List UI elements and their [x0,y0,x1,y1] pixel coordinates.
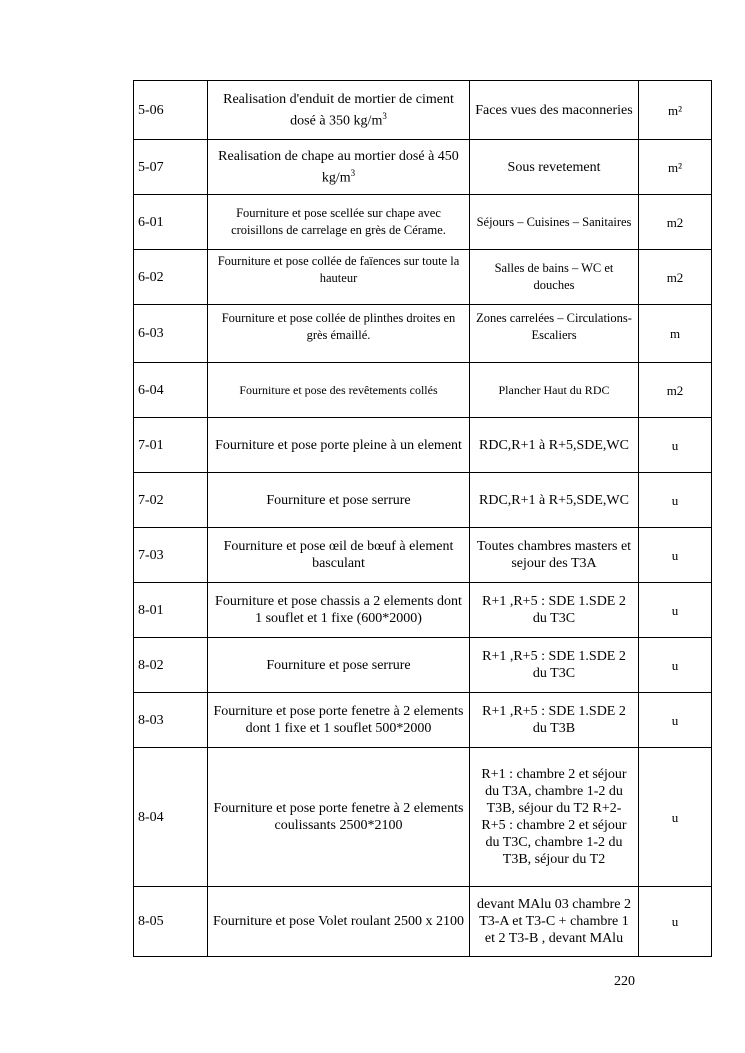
item-unit: u [639,748,712,887]
table-row [134,250,712,305]
item-description: Fourniture et pose chassis a 2 elements dont 1 souflet et 1 fixe (600*2000) [208,583,470,638]
item-code: 7-03 [134,528,208,583]
item-code: 8-05 [134,887,208,957]
item-unit: u [639,418,712,473]
item-location: RDC,R+1 à R+5,SDE,WC [470,473,639,528]
item-unit: u [639,693,712,748]
item-location: devant MAlu 03 chambre 2 T3-A et T3-C + chambre 1 et 2 T3-B , devant MAlu [470,887,639,957]
item-description: Fourniture et pose porte fenetre à 2 elements coulissants 2500*2100 [208,748,470,887]
item-code: 6-01 [134,195,208,250]
item-description: Fourniture et pose serrure [208,638,470,693]
item-unit: m2 [639,363,712,418]
page-number: 220 [614,974,635,989]
item-unit: u [639,638,712,693]
item-location: Séjours – Cuisines – Sanitaires [470,195,639,250]
item-location: Zones carrelées – Circulations- Escaliers [470,305,639,363]
table-row [134,528,712,583]
table-row [134,638,712,693]
item-description: Fourniture et pose scellée sur chape avec croisillons de carrelage en grès de Cérame. [208,195,470,250]
item-code: 7-02 [134,473,208,528]
table-row [134,363,712,418]
item-location: R+1 ,R+5 : SDE 1.SDE 2 du T3B [470,693,639,748]
item-location: Faces vues des maconneries [470,81,639,140]
table-row [134,81,712,140]
item-location: Sous revetement [470,140,639,195]
item-location: R+1 ,R+5 : SDE 1.SDE 2 du T3C [470,638,639,693]
item-location: Plancher Haut du RDC [470,363,639,418]
item-description: Fourniture et pose serrure [208,473,470,528]
item-unit: m² [639,140,712,195]
table-row [134,473,712,528]
table-row [134,305,712,363]
item-location: Salles de bains – WC et douches [470,250,639,305]
item-code: 8-04 [134,748,208,887]
item-description: Fourniture et pose collée de faïences sur toute la hauteur [208,250,470,305]
item-code: 5-07 [134,140,208,195]
table-row [134,748,712,887]
item-location: RDC,R+1 à R+5,SDE,WC [470,418,639,473]
item-code: 6-04 [134,363,208,418]
table-row [134,693,712,748]
item-description: Fourniture et pose collée de plinthes droites en grès émaillé. [208,305,470,363]
item-code: 6-02 [134,250,208,305]
item-description: Fourniture et pose des revêtements collés [208,363,470,418]
item-code: 8-03 [134,693,208,748]
item-location: R+1 ,R+5 : SDE 1.SDE 2 du T3C [470,583,639,638]
table-row [134,195,712,250]
item-unit: u [639,887,712,957]
item-unit: u [639,583,712,638]
item-unit: m2 [639,195,712,250]
item-unit: m² [639,81,712,140]
item-code: 8-01 [134,583,208,638]
works-table [133,80,712,957]
item-description: Fourniture et pose œil de bœuf à element basculant [208,528,470,583]
item-description: Fourniture et pose porte pleine à un element [208,418,470,473]
item-location: Toutes chambres masters et sejour des T3A [470,528,639,583]
table-row [134,140,712,195]
item-description: Fourniture et pose porte fenetre à 2 elements dont 1 fixe et 1 souflet 500*2000 [208,693,470,748]
item-code: 6-03 [134,305,208,363]
item-unit: u [639,528,712,583]
table-row [134,418,712,473]
item-unit: u [639,473,712,528]
item-unit: m2 [639,250,712,305]
table-row [134,887,712,957]
item-description: Realisation d'enduit de mortier de ciment dosé à 350 $kg/m^3$ [208,81,470,140]
item-unit: m [639,305,712,363]
item-description: Realisation de chape au mortier dosé à 450 $kg/m^3$ [208,140,470,195]
item-code: 5-06 [134,81,208,140]
table-row [134,583,712,638]
item-location: R+1 : chambre 2 et séjour du T3A, chambre 1-2 du T3B, séjour du T2 R+2-R+5 : chambre 2 et séjour du T3C, chambre 1-2 du T3B, séjour du T2 [470,748,639,887]
item-code: 7-01 [134,418,208,473]
item-description: Fourniture et pose Volet roulant 2500 x 2100 [208,887,470,957]
item-code: 8-02 [134,638,208,693]
